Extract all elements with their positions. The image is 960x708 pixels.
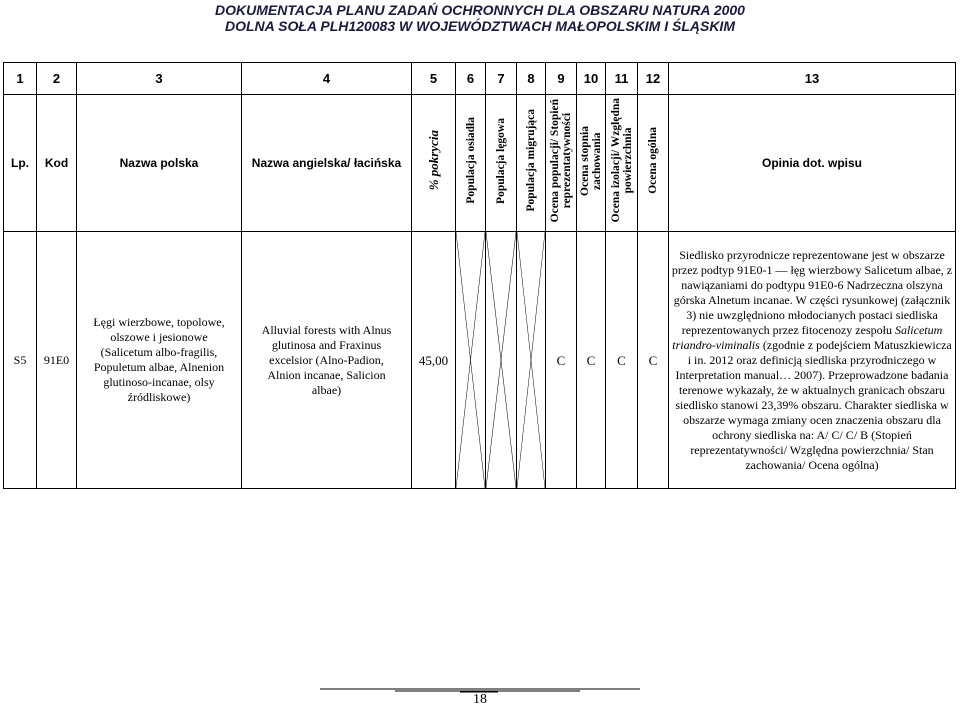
page-number: 18: [473, 692, 487, 707]
header-ocena-izolacji-line1: Ocena izolacji/ Względna: [609, 98, 622, 223]
cell-nazwa-polska: Łęgi wierzbowe, topolowe, olszowe i jesionowe (Salicetum albo-fragilis, Populetum albae, Alnenion glutinoso-incanae, olsy źródliskowe): [77, 232, 242, 489]
cell-pokrycie: 45,00: [412, 232, 456, 489]
header-nazwa-polska: Nazwa polska: [77, 95, 242, 232]
column-number: 9: [546, 63, 577, 95]
column-number: 2: [37, 63, 77, 95]
header-ogolna-cell: [638, 95, 669, 232]
column-number: 1: [4, 63, 37, 95]
header-ocena-stopnia-line2: zachowania: [591, 131, 603, 190]
cell-migrujaca-empty: [517, 232, 546, 489]
header-opinia: Opinia dot. wpisu: [669, 95, 956, 232]
column-number: 11: [606, 63, 638, 95]
cell-ocena-izolacji: C: [606, 232, 638, 489]
column-number: 13: [669, 63, 956, 95]
cell-opinia: [669, 232, 956, 489]
cell-osiadla-empty: [456, 232, 486, 489]
header-osiadla-cell: [456, 95, 486, 232]
header-kod: Kod: [37, 95, 77, 232]
header-ocena-populacji-cell: [546, 95, 577, 232]
cell-kod: 91E0: [37, 232, 77, 489]
cell-ocena-ogolna: C: [638, 232, 669, 489]
header-ocena-izolacji: [610, 98, 634, 222]
header-ocena-stopnia: [579, 126, 603, 196]
cell-legowa-empty: [486, 232, 517, 489]
column-number: 8: [517, 63, 546, 95]
column-number: 7: [486, 63, 517, 95]
header-ocena-ogolna: Ocena ogólna: [647, 127, 659, 194]
column-number: 5: [412, 63, 456, 95]
cell-ocena-populacji: C: [546, 232, 577, 489]
header-izolacji-cell: [606, 95, 638, 232]
header-pokrycie: % pokrycia: [425, 130, 441, 191]
header-ocena-stopnia-line1: Ocena stopnia: [579, 125, 591, 196]
document-header-line2: DOLNA SOŁA PLH120083 W WOJEWÓDZTWACH MAŁOPOLSKIM I ŚLĄSKIM: [225, 18, 735, 34]
header-pokrycie-cell: [412, 95, 456, 232]
header-stopien-cell: [577, 95, 606, 232]
column-header-row: [4, 95, 956, 232]
header-ocena-populacji: [549, 99, 573, 222]
column-number: 4: [242, 63, 412, 95]
header-populacja-osiadla: Populacja osiadła: [464, 117, 477, 204]
cross-out-mark: [486, 232, 516, 488]
header-lp: Lp.: [4, 95, 37, 232]
header-migrujaca-cell: [517, 95, 546, 232]
cross-out-mark: [456, 232, 485, 488]
column-number: 3: [77, 63, 242, 95]
cell-nazwa-angielska: Alluvial forests with Alnus glutinosa and Fraxinus excelsior (Alno-Padion, Alnion incanae, Salicion albae): [242, 232, 412, 489]
document-header-line1: DOKUMENTACJA PLANU ZADAŃ OCHRONNYCH DLA OBSZARU NATURA 2000: [215, 2, 745, 18]
column-number: 6: [456, 63, 486, 95]
column-number: 12: [638, 63, 669, 95]
opinia-text-part1: Siedlisko przyrodnicze reprezentowane jest w obszarze przez podtyp 91E0-1 — łęg wierzbowy Salicetum albae, z nawiązaniami do podtypu 91E0-6 Nadrzeczna olszyna górska Alnetum incanae. W części rysunkowej (załącznik 3) nie uwzględniono młodocianych postaci siedliska reprezentowanych przez fitocenozy zespołu: [671, 247, 953, 337]
column-number: 10: [577, 63, 606, 95]
header-populacja-legowa: Populacja lęgowa: [495, 117, 507, 204]
cell-lp: S5: [4, 232, 37, 489]
header-nazwa-angielska: Nazwa angielska/ łacińska: [242, 95, 412, 232]
table-row: [4, 232, 956, 489]
column-number-row: [4, 63, 956, 95]
opinia-text-italic: Salicetum triandro-viminalis: [672, 322, 943, 352]
cross-out-mark: [517, 232, 545, 488]
cell-ocena-stopnia: C: [577, 232, 606, 489]
header-populacja-migrujaca: Populacja migrująca: [525, 109, 537, 212]
header-legowa-cell: [486, 95, 517, 232]
opinia-text-part2: (zgodnie z podejściem Matuszkiewicza i in. 2012 oraz definicją siedliska przyrodniczego w Interpretation manual… 2007). Przeprowadzone badania terenowe wykazały, że w aktualnych granicach obszaru siedlisko stanowi 23,39% obszaru. Charakter siedliska w obszarze wymaga zmiany ocen znaczenia obszaru dla ochrony siedliska na: A/ C/ C/ B (Stopień reprezentatywności/ Względna powierzchnia/ Stan zachowania/ Ocena ogólna): [675, 337, 952, 472]
header-ocena-izolacji-line2: powierzchnia: [621, 127, 634, 194]
habitat-table: [3, 62, 956, 489]
header-ocena-populacji-line2: reprezentatywności: [561, 112, 573, 209]
header-ocena-populacji-line1: Ocena populacji/ Stopień: [549, 98, 561, 223]
